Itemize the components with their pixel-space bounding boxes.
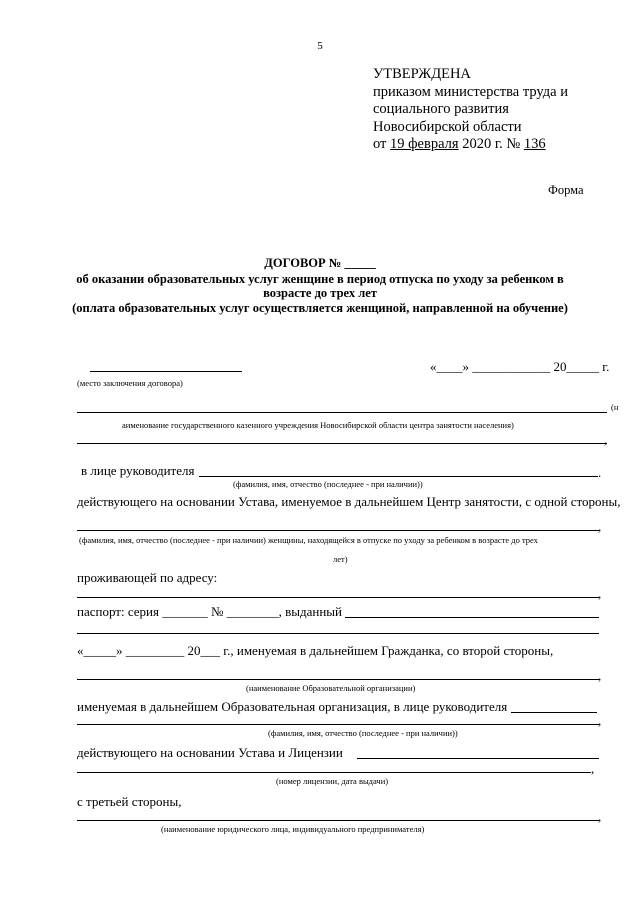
address-line[interactable] bbox=[77, 597, 599, 598]
residing-label: проживающей по адресу: bbox=[77, 570, 218, 585]
edu-org-name-line[interactable] bbox=[77, 679, 599, 680]
director-field-line[interactable] bbox=[199, 476, 598, 477]
caption-woman-1: (фамилия, имя, отчество (последнее - при наличии) женщины, находящейся в отпуске по уходу за ребенком в возрасте до трех bbox=[79, 535, 538, 545]
edu-director-line[interactable] bbox=[511, 712, 597, 713]
form-label: Форма bbox=[548, 183, 584, 197]
comma-2: , bbox=[598, 519, 602, 534]
approval-line-2: приказом министерства труда и bbox=[373, 83, 568, 100]
woman-name-line[interactable] bbox=[77, 530, 599, 531]
passport-text: паспорт: серия _______ № ________, выданный bbox=[77, 604, 342, 619]
center-name-line[interactable] bbox=[77, 412, 607, 413]
approval-year: 2020 г. № bbox=[458, 136, 524, 152]
caption-fio-2: (фамилия, имя, отчество (последнее - при наличии)) bbox=[268, 728, 458, 738]
license-line-2[interactable] bbox=[77, 772, 591, 773]
acting-text: действующего на основании Устава, именуемое в дальнейшем Центр занятости, с одной стороны, bbox=[77, 494, 621, 509]
comma-1: , bbox=[604, 432, 608, 447]
approval-line-5 bbox=[373, 136, 568, 154]
caption-woman-2: лет) bbox=[333, 554, 348, 564]
comma-5: , bbox=[598, 713, 602, 728]
caption-fio: (фамилия, имя, отчество (последнее - при наличии)) bbox=[233, 479, 423, 489]
center-name-line-2[interactable] bbox=[77, 443, 607, 444]
approval-block bbox=[373, 66, 568, 154]
contract-subtitle-1: об оказании образовательных услуг женщине в период отпуска по уходу за ребенком в bbox=[76, 272, 564, 286]
caption-license: (номер лицензии, дата выдачи) bbox=[276, 776, 389, 786]
period-1: . bbox=[598, 465, 602, 480]
caption-center-name: аименование государственного казенного учреждения Новосибирской области центра занятости населения) bbox=[122, 420, 514, 430]
caption-legal: (наименование юридического лица, индивидуального предпринимателя) bbox=[161, 824, 425, 834]
page-number: 5 bbox=[317, 40, 323, 52]
contract-subtitle-2: возрасте до трех лет bbox=[263, 286, 377, 300]
approval-line-4: Новосибирской области bbox=[373, 118, 522, 135]
contract-date[interactable]: «____» ____________ 20_____ г. bbox=[430, 359, 610, 374]
approval-line-3: социального развития bbox=[373, 101, 509, 117]
approval-date: 19 февраля bbox=[390, 136, 459, 152]
legal-entity-line[interactable] bbox=[77, 820, 599, 821]
contract-subtitle-3: (оплата образовательных услуг осуществляется женщиной, направленной на обучение) bbox=[72, 301, 568, 315]
license-text: действующего на основании Устава и Лицензии bbox=[77, 745, 343, 760]
caption-edu-org: (наименование Образовательной организации) bbox=[246, 683, 416, 693]
comma-4: , bbox=[598, 668, 602, 683]
edu-director-line-2[interactable] bbox=[77, 724, 599, 725]
director-prefix: в лице руководителя bbox=[81, 463, 195, 478]
comma-7: , bbox=[598, 809, 602, 824]
place-field-line[interactable] bbox=[90, 371, 242, 372]
caption-n: (н bbox=[611, 402, 619, 412]
edu-org-text: именуемая в дальнейшем Образовательная организация, в лице руководителя bbox=[77, 699, 508, 714]
contract-title: ДОГОВОР № _____ bbox=[264, 256, 376, 270]
third-party-text: с третьей стороны, bbox=[77, 794, 182, 809]
order-number: 136 bbox=[523, 136, 546, 152]
comma-3: , bbox=[598, 586, 602, 601]
caption-place: (место заключения договора) bbox=[77, 378, 183, 388]
license-line[interactable] bbox=[357, 758, 599, 759]
comma-6: , bbox=[591, 761, 595, 776]
issued-date-text: «_____» _________ 20___ г., именуемая в дальнейшем Гражданка, со второй стороны, bbox=[77, 643, 554, 658]
issued-by-line-2[interactable] bbox=[77, 633, 599, 634]
issued-by-line[interactable] bbox=[345, 617, 599, 618]
approval-line-1: УТВЕРЖДЕНА bbox=[373, 66, 471, 82]
approval-date-prefix: от bbox=[373, 136, 391, 152]
